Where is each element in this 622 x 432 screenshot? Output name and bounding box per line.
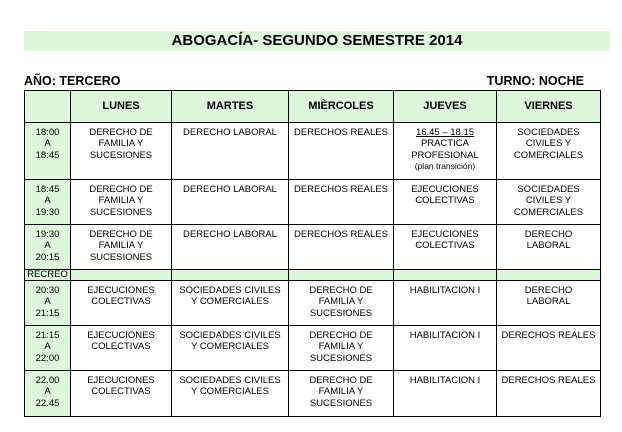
class-cell (172, 326, 289, 371)
subject-line: 16.45 – 18.15 (415, 127, 475, 138)
subject-text (497, 180, 600, 218)
subject-text (394, 326, 496, 341)
subject-line: PRACTICA (420, 138, 470, 150)
subject-text (394, 123, 496, 173)
recreo-cell (71, 270, 172, 281)
subject-text (289, 123, 393, 138)
time-line: 20:15 (35, 251, 60, 263)
subject-line: DERECHOS REALES (501, 375, 596, 386)
class-cell (497, 225, 601, 270)
time-cell (25, 123, 71, 180)
time-line: 22.45 (35, 397, 60, 409)
class-cell (497, 123, 601, 180)
time-line: A (44, 240, 51, 252)
subject-text (497, 371, 600, 386)
recreo-cell (497, 270, 601, 281)
subject-line: SUCESIONES (89, 149, 153, 161)
subject-line: HABILITACION I (409, 375, 481, 386)
recreo-row (25, 270, 601, 281)
schedule-row (25, 371, 601, 417)
year-label: AÑO: TERCERO (24, 74, 121, 88)
day-header: MARTES (172, 91, 289, 123)
subject-line: DERECHOS REALES (294, 229, 388, 240)
subject-line: DERECHO DE (309, 330, 373, 341)
subject-text (289, 326, 393, 364)
day-header: MIÈRCOLES (289, 91, 394, 123)
subject-line: SUCESIONES (309, 397, 373, 409)
class-cell (497, 326, 601, 371)
schedule-row (25, 123, 601, 180)
time-cell (25, 180, 71, 225)
subject-line: LABORAL (526, 296, 571, 308)
subject-text (289, 180, 393, 195)
subject-text (394, 371, 496, 386)
subject-line: DERECHO (524, 285, 573, 296)
class-cell (71, 123, 172, 180)
subject-line: EJECUCIONES (87, 285, 155, 296)
subject-text (172, 326, 288, 353)
header-row (25, 91, 601, 123)
subject-text (172, 281, 288, 308)
subject-line: SOCIEDADES CIVILES (179, 330, 281, 341)
subject-line: Y COMERCIALES (191, 341, 269, 353)
subject-line: FAMILIA Y (318, 341, 364, 353)
class-cell (172, 225, 289, 270)
subject-line: COMERCIALES (513, 206, 584, 218)
time-text (25, 326, 70, 364)
time-line: A (44, 386, 51, 398)
subject-line: HABILITACION I (409, 330, 481, 341)
class-cell (172, 123, 289, 180)
time-line: A (44, 138, 51, 150)
subject-text (71, 225, 171, 263)
schedule-table (24, 90, 601, 417)
shift-label: TURNO: NOCHE (486, 74, 584, 88)
recreo-cell (289, 270, 394, 281)
time-line: 21:15 (35, 330, 60, 341)
class-cell (289, 180, 394, 225)
subject-line: COLECTIVAS (415, 240, 475, 252)
time-line: A (44, 195, 51, 207)
page-title: ABOGACÍA- SEGUNDO SEMESTRE 2014 (24, 31, 610, 51)
subject-text (71, 281, 171, 308)
subject-line: SOCIEDADES CIVILES (179, 285, 281, 296)
subject-line: DERECHOS REALES (501, 330, 596, 341)
time-line: 18:00 (35, 127, 60, 138)
subject-line: FAMILIA Y (98, 195, 144, 207)
subject-line: FAMILIA Y (318, 386, 364, 398)
time-text (25, 123, 70, 161)
subject-line: EJECUCIONES (411, 229, 479, 240)
subject-line: EJECUCIONES (87, 330, 155, 341)
class-cell (71, 180, 172, 225)
class-cell (289, 281, 394, 326)
subject-line: Y COMERCIALES (191, 296, 269, 308)
subject-text (71, 371, 171, 398)
subject-line: SUCESIONES (309, 307, 373, 319)
subject-line: SOCIEDADES (517, 127, 580, 138)
subject-line: COLECTIVAS (91, 341, 151, 353)
subject-text (289, 281, 393, 319)
time-cell (25, 225, 71, 270)
time-cell (25, 281, 71, 326)
subject-line: CIVILES Y (525, 195, 572, 207)
subject-line: DERECHO DE (89, 184, 153, 195)
subject-text (172, 123, 288, 138)
time-line: 21:15 (35, 307, 60, 319)
subject-line: LABORAL (526, 240, 571, 252)
schedule-row (25, 326, 601, 371)
subject-line: DERECHO DE (89, 229, 153, 240)
class-cell (71, 225, 172, 270)
subject-line: FAMILIA Y (98, 240, 144, 252)
time-text (25, 281, 70, 319)
recreo-label: RECREO (25, 270, 71, 281)
time-line: 19:30 (35, 229, 60, 240)
time-line: 22:00 (35, 352, 60, 364)
class-cell (289, 326, 394, 371)
subject-text (71, 123, 171, 161)
day-header: JUEVES (394, 91, 497, 123)
class-cell (497, 180, 601, 225)
class-cell (394, 281, 497, 326)
subject-line: DERECHOS REALES (294, 127, 388, 138)
class-cell (289, 123, 394, 180)
schedule-row (25, 281, 601, 326)
subject-line: COLECTIVAS (91, 296, 151, 308)
time-text (25, 180, 70, 218)
subject-line: DERECHO DE (89, 127, 153, 138)
subject-line: CIVILES Y (525, 138, 572, 150)
recreo-cell (172, 270, 289, 281)
class-cell (289, 225, 394, 270)
class-cell (394, 225, 497, 270)
schedule-row (25, 180, 601, 225)
subject-text (289, 225, 393, 240)
day-header: LUNES (71, 91, 172, 123)
subject-line: SUCESIONES (89, 251, 153, 263)
subject-text (71, 180, 171, 218)
time-line: 22.00 (35, 375, 60, 386)
class-cell (394, 371, 497, 417)
subject-text (497, 123, 600, 161)
subject-text (394, 225, 496, 252)
time-line: 20:30 (35, 285, 60, 296)
subject-line: FAMILIA Y (98, 138, 144, 150)
subject-line: DERECHO DE (309, 375, 373, 386)
subject-line: DERECHO DE (309, 285, 373, 296)
corner-cell (25, 91, 71, 123)
subject-text (172, 180, 288, 195)
class-cell (394, 123, 497, 180)
subject-line: COMERCIALES (513, 149, 584, 161)
subject-text (172, 371, 288, 398)
subject-line: HABILITACION I (409, 285, 481, 296)
time-line: 18:45 (35, 184, 60, 195)
time-cell (25, 371, 71, 417)
class-cell (71, 371, 172, 417)
subject-line: DERECHO LABORAL (183, 229, 277, 240)
subject-text (172, 225, 288, 240)
subject-text (497, 281, 600, 308)
time-line: 19:30 (35, 206, 60, 218)
subject-line: FAMILIA Y (318, 296, 364, 308)
time-text (25, 371, 70, 409)
subject-text (289, 371, 393, 409)
class-cell (172, 371, 289, 417)
subject-line: DERECHO (524, 229, 573, 240)
time-line: A (44, 296, 51, 308)
subject-line: Y COMERCIALES (191, 386, 269, 398)
subject-line: COLECTIVAS (415, 195, 475, 207)
schedule-row (25, 225, 601, 270)
subject-line: EJECUCIONES (87, 375, 155, 386)
class-cell (172, 180, 289, 225)
class-cell (71, 326, 172, 371)
subject-text (497, 225, 600, 252)
subject-line: DERECHOS REALES (294, 184, 388, 195)
day-header: VIERNES (497, 91, 601, 123)
subject-line: SUCESIONES (309, 352, 373, 364)
subject-text (71, 326, 171, 353)
time-text (25, 225, 70, 263)
class-cell (394, 326, 497, 371)
class-cell (497, 371, 601, 417)
subject-line: SOCIEDADES (517, 184, 580, 195)
subject-line: (plan transición) (414, 161, 476, 172)
subject-line: PROFESIONAL (411, 149, 479, 161)
subject-line: SUCESIONES (89, 206, 153, 218)
subject-text (497, 326, 600, 341)
subject-text (394, 281, 496, 296)
time-line: A (44, 341, 51, 353)
schedule-body (25, 91, 601, 417)
class-cell (71, 281, 172, 326)
subject-line: EJECUCIONES (411, 184, 479, 195)
subject-line: DERECHO LABORAL (183, 127, 277, 138)
class-cell (497, 281, 601, 326)
subject-line: SOCIEDADES CIVILES (179, 375, 281, 386)
class-cell (172, 281, 289, 326)
subject-text (394, 180, 496, 207)
time-cell (25, 326, 71, 371)
time-line: 18:45 (35, 149, 60, 161)
recreo-cell (394, 270, 497, 281)
class-cell (289, 371, 394, 417)
subject-line: DERECHO LABORAL (183, 184, 277, 195)
subject-line: COLECTIVAS (91, 386, 151, 398)
class-cell (394, 180, 497, 225)
